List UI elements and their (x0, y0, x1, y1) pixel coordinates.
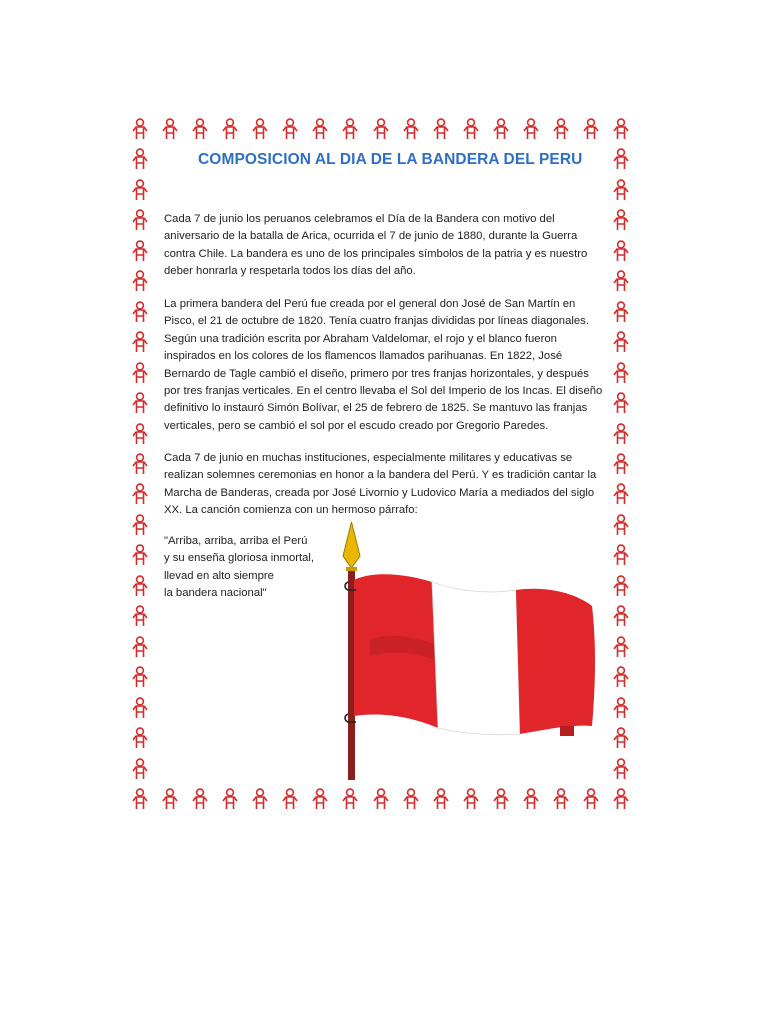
person-figure-icon (552, 788, 570, 810)
person-figure-icon (131, 209, 149, 231)
person-figure-icon (131, 301, 149, 323)
poem-line: la bandera nacional" (164, 587, 267, 600)
person-figure-icon (612, 118, 630, 140)
person-figure-icon (612, 605, 630, 627)
person-figure-icon (191, 788, 209, 810)
person-figure-icon (612, 636, 630, 658)
paragraph-text: Cada 7 de junio en muchas instituciones, especialmente militares y educativas se realizan solemnes ceremonias en honor a la bandera del Perú. Y es tradición cantar la Marcha de Banderas, creada por José Livornio y Ludovico María a mediados del siglo XX. La canción comienza con un hermoso párrafo: (164, 452, 597, 517)
person-figure-icon (131, 240, 149, 262)
spear-collar (346, 567, 357, 571)
person-figure-icon (582, 788, 600, 810)
person-figure-icon (131, 575, 149, 597)
person-figure-icon (281, 788, 299, 810)
person-figure-icon (612, 331, 630, 353)
person-figure-icon (131, 483, 149, 505)
person-figure-icon (161, 788, 179, 810)
person-figure-icon (131, 514, 149, 536)
person-figure-icon (612, 575, 630, 597)
person-figure-icon (131, 453, 149, 475)
poem-line: "Arriba, arriba, arriba el Perú (164, 535, 308, 547)
person-figure-icon (311, 788, 329, 810)
person-figure-icon (552, 118, 570, 140)
person-figure-icon (131, 270, 149, 292)
person-figure-icon (612, 179, 630, 201)
person-figure-icon (131, 758, 149, 780)
person-figure-icon (492, 788, 510, 810)
person-figure-icon (582, 118, 600, 140)
paragraph-2 (164, 296, 604, 435)
person-figure-icon (131, 666, 149, 688)
person-figure-icon (131, 636, 149, 658)
person-figure-icon (251, 118, 269, 140)
person-figure-icon (131, 331, 149, 353)
person-figure-icon (432, 118, 450, 140)
person-figure-icon (131, 544, 149, 566)
person-figure-icon (402, 788, 420, 810)
person-figure-icon (462, 118, 480, 140)
person-figure-icon (131, 788, 149, 810)
person-figure-icon (221, 788, 239, 810)
person-figure-icon (612, 544, 630, 566)
person-figure-icon (612, 240, 630, 262)
person-figure-icon (462, 788, 480, 810)
person-figure-icon (131, 697, 149, 719)
poem-line: y su enseña gloriosa inmortal, (164, 552, 315, 565)
person-figure-icon (612, 758, 630, 780)
paragraph-3 (164, 450, 604, 520)
person-figure-icon (612, 423, 630, 445)
person-figure-icon (612, 453, 630, 475)
person-figure-icon (612, 697, 630, 719)
person-figure-icon (221, 118, 239, 140)
person-figure-icon (522, 118, 540, 140)
person-figure-icon (281, 118, 299, 140)
peru-flag-icon (330, 520, 610, 780)
person-figure-icon (131, 148, 149, 170)
paragraph-text: Cada 7 de junio los peruanos celebramos el Día de la Bandera con motivo del aniversario de la batalla de Arica, ocurrida el 7 de junio de 1880, durante la Guerra contra Chile. La bandera es uno de los principales símbolos de la patria y es nuestro deber honrarla y respetarla todos los días del año. (164, 213, 588, 278)
poem-line: llevad en alto siempre (164, 569, 274, 582)
person-figure-icon (612, 514, 630, 536)
person-figure-icon (161, 118, 179, 140)
person-figure-icon (612, 483, 630, 505)
flag-stripe-middle (432, 582, 520, 735)
person-figure-icon (372, 788, 390, 810)
flag-pole (348, 570, 355, 780)
person-figure-icon (131, 118, 149, 140)
person-figure-icon (492, 118, 510, 140)
person-figure-icon (432, 788, 450, 810)
person-figure-icon (612, 301, 630, 323)
person-figure-icon (191, 118, 209, 140)
person-figure-icon (522, 788, 540, 810)
document-title: COMPOSICION AL DIA DE LA BANDERA DEL PERU (198, 151, 583, 168)
person-figure-icon (341, 788, 359, 810)
person-figure-icon (131, 392, 149, 414)
person-figure-icon (311, 118, 329, 140)
person-figure-icon (131, 423, 149, 445)
person-figure-icon (612, 148, 630, 170)
spear-tip-icon (343, 522, 360, 568)
person-figure-icon (612, 788, 630, 810)
person-figure-icon (612, 270, 630, 292)
person-figure-icon (131, 179, 149, 201)
person-figure-icon (402, 118, 420, 140)
paragraph-text: La primera bandera del Perú fue creada por el general don José de San Martín en Pisco, el 21 de octubre de 1820. Tenía cuatro franjas divididas por líneas diagonales. Según una tradición escrita por Abraham Valdelomar, el rojo y el blanco fueron inspirados en los colores de los flamencos llamados parihuanas. En 1822, José Bernardo de Tagle cambió el diseño, primero por tres franjas horizontales, y después por tres franjas verticales. En el centro llevaba el Sol del Imperio de los Incas. El diseño definitivo lo instauró Simón Bolívar, el 25 de febrero de 1825. Se mantuvo las franjas verticales, pero se cambió el sol por el escudo creado por Gregorio Paredes. (164, 298, 603, 432)
person-figure-icon (612, 392, 630, 414)
person-figure-icon (612, 727, 630, 749)
person-figure-icon (251, 788, 269, 810)
person-figure-icon (131, 605, 149, 627)
flag-stripe-right (516, 589, 595, 734)
person-figure-icon (612, 209, 630, 231)
person-figure-icon (341, 118, 359, 140)
paragraph-1 (164, 211, 604, 281)
person-figure-icon (131, 362, 149, 384)
person-figure-icon (372, 118, 390, 140)
person-figure-icon (612, 362, 630, 384)
person-figure-icon (131, 727, 149, 749)
person-figure-icon (612, 666, 630, 688)
flag-corner-fold (560, 726, 574, 736)
